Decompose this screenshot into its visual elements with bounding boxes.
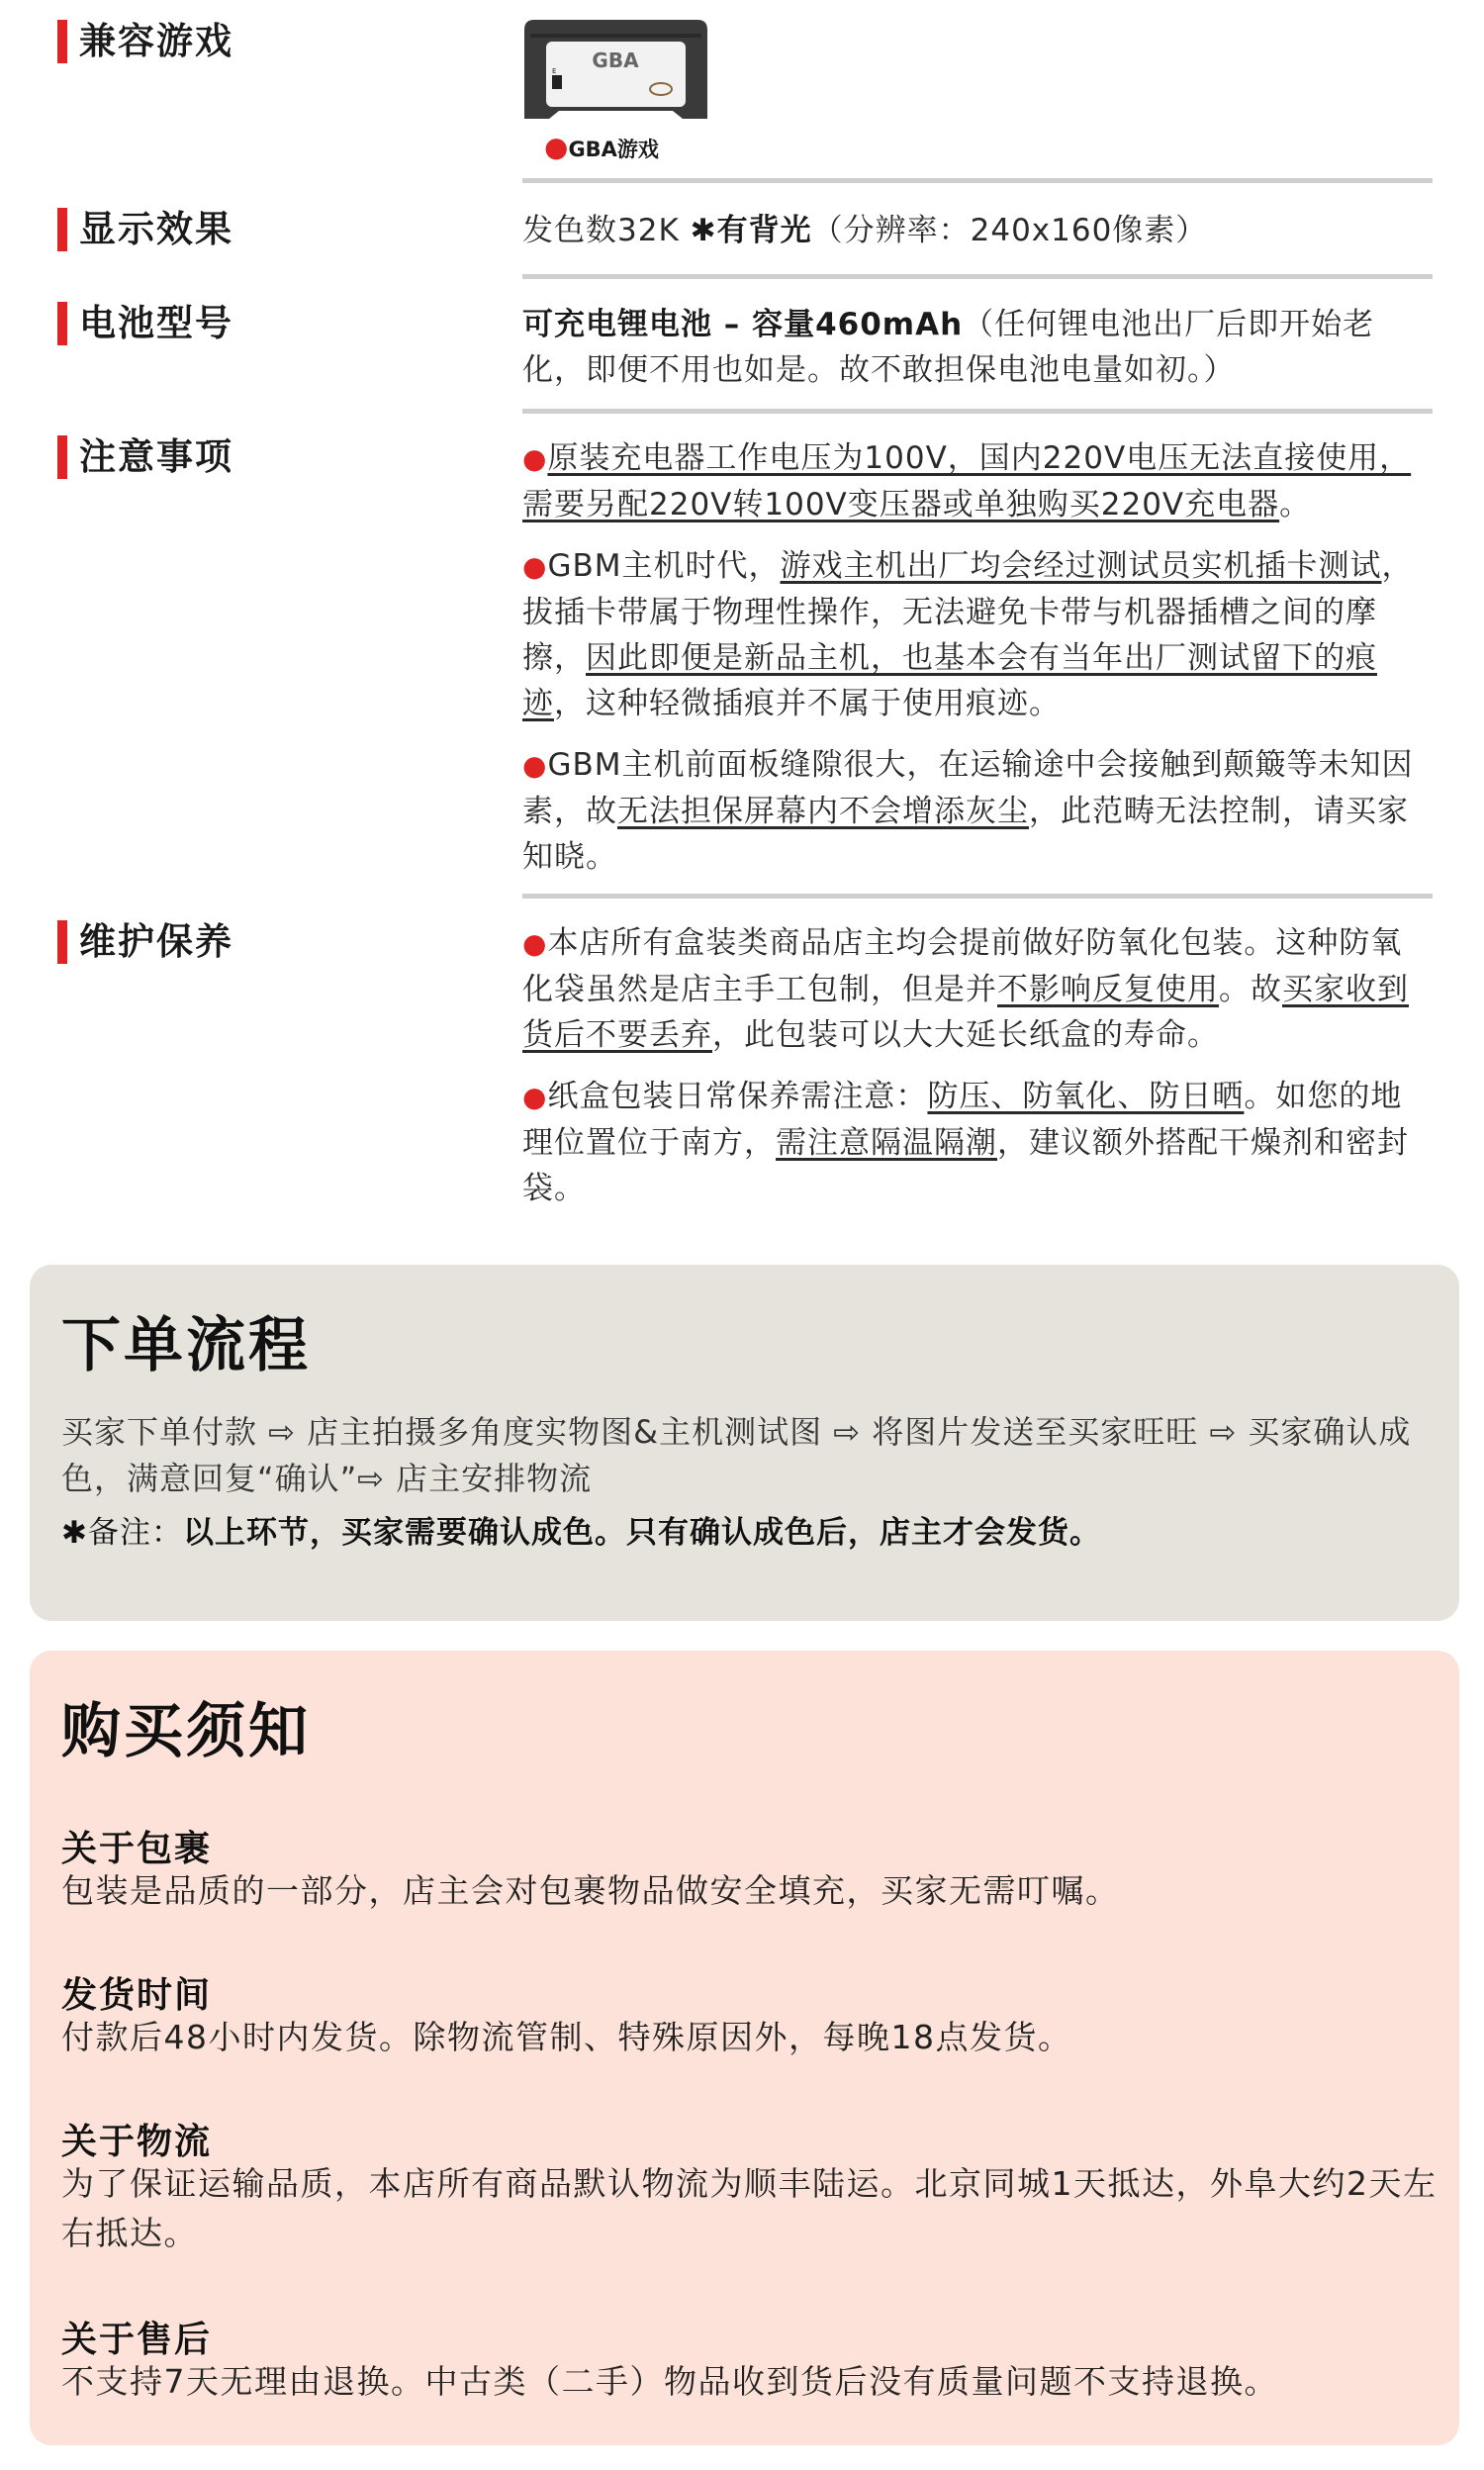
spec-label-display: 显示效果 xyxy=(57,208,233,251)
bullet-icon: ● xyxy=(522,442,548,475)
divider xyxy=(522,274,1433,279)
spec-value-care xyxy=(522,920,1433,1227)
care-paragraph-2 xyxy=(522,1074,1433,1211)
order-note-text: 以上环节，买家需要确认成色。只有确认成色后，店主才会发货。 xyxy=(182,1515,1101,1551)
battery-capacity: 可充电锂电池 – 容量460mAh xyxy=(522,307,964,342)
divider xyxy=(522,894,1433,899)
bullet-icon: ● xyxy=(522,1081,548,1113)
care-p2-c: 。如您的地理位置位于南方， xyxy=(522,1079,1403,1161)
bullet-icon: ● xyxy=(544,131,569,163)
section-body-logistics: 为了保证运输品质，本店所有商品默认物流为顺丰陆运。北京同城1天抵达，外阜大约2天左右抵达。 xyxy=(61,2164,1438,2252)
notes-paragraph-1 xyxy=(522,435,1433,527)
spec-label-battery: 电池型号 xyxy=(57,302,233,345)
notes-p2-a: GBM主机时代， xyxy=(547,548,781,584)
care-p1-a: 本店所有盒装类商品店主均会提前做好防氧化包装。这种防氧化袋虽然是店主手工包制，但是并 xyxy=(522,925,1403,1007)
order-note-prefix: ✱备注： xyxy=(61,1515,183,1551)
care-p2-a: 纸盒包装日常保养需注意： xyxy=(547,1079,928,1114)
section-title-logistics: 关于物流 xyxy=(61,2122,213,2162)
purchase-notice-panel xyxy=(30,1651,1459,2445)
spec-value-notes xyxy=(522,435,1433,896)
notes-p1-end: 。 xyxy=(1279,487,1312,522)
notes-p2-b: 游戏主机出厂均会经过测试员实机插卡测试 xyxy=(780,548,1382,584)
care-p1-c: 。故 xyxy=(1219,972,1282,1007)
section-title-shipping-time: 发货时间 xyxy=(61,1975,213,2016)
bullet-icon: ● xyxy=(522,550,548,583)
order-process-title: 下单流程 xyxy=(61,1311,311,1380)
section-title-after-sales: 关于售后 xyxy=(61,2320,213,2360)
spec-label-compat: 兼容游戏 xyxy=(57,20,233,63)
spec-value-display xyxy=(522,208,1433,253)
battery-note: （任何锂电池出厂后即开始老化，即便不用也如是。故不敢担保电池电量如初。） xyxy=(522,307,1375,388)
spec-label-care: 维护保养 xyxy=(57,920,233,964)
order-process-panel xyxy=(30,1265,1459,1621)
display-backlight: ✱有背光 xyxy=(690,213,812,248)
divider xyxy=(522,409,1433,414)
notes-p3-c: ，此范畴无法控制，请买家知晓。 xyxy=(522,794,1409,875)
section-body-shipping-time: 付款后48小时内发货。除物流管制、特殊原因外，每晚18点发货。 xyxy=(61,2018,1072,2056)
section-body-package: 包装是品质的一部分，店主会对包裹物品做安全填充，买家无需叮嘱。 xyxy=(61,1871,1120,1910)
cart-caption-text: GBA游戏 xyxy=(568,138,659,161)
care-p2-d: 需注意隔温隔潮 xyxy=(776,1125,997,1161)
care-p1-d: 买家收到货后不要丢弃 xyxy=(522,972,1409,1053)
notes-p1-text: 原装充电器工作电压为100V，国内220V电压无法直接使用，需要另配220V转100V变压器或单独购买220V充电器 xyxy=(522,440,1412,522)
notes-p2-e: ，这种轻微插痕并不属于使用痕迹。 xyxy=(554,686,1061,721)
notes-paragraph-3 xyxy=(522,742,1433,880)
notes-paragraph-2 xyxy=(522,543,1433,726)
notes-p3-a: GBM主机前面板缝隙很大，在运输途中会接触到颠簸等未知因素，故 xyxy=(522,747,1414,829)
svg-text:E: E xyxy=(552,67,557,75)
notes-p2-c: ，拔插卡带属于物理性操作，无法避免卡带与机器插槽之间的摩擦， xyxy=(522,548,1414,676)
section-title-package: 关于包裹 xyxy=(61,1829,213,1869)
care-paragraph-1 xyxy=(522,920,1433,1058)
spec-label-notes: 注意事项 xyxy=(57,435,233,479)
spec-value-battery xyxy=(522,302,1433,393)
notes-p3-b: 无法担保屏幕内不会增添灰尘 xyxy=(617,794,1029,829)
display-prefix: 发色数32K xyxy=(522,213,691,248)
bullet-icon: ● xyxy=(522,749,548,782)
notes-p2-d: 因此即便是新品主机，也基本会有当年出厂测试留下的痕迹 xyxy=(522,640,1377,721)
care-p2-e: ，建议额外搭配干燥剂和密封袋。 xyxy=(522,1125,1409,1206)
care-p1-b: 不影响反复使用 xyxy=(997,972,1219,1007)
display-resolution: （分辨率：240x160像素） xyxy=(811,213,1208,248)
divider xyxy=(522,178,1433,183)
bullet-icon: ● xyxy=(522,927,548,960)
order-note xyxy=(61,1510,1437,1556)
gba-cartridge-icon xyxy=(524,20,707,124)
care-p1-e: ，此包装可以大大延长纸盒的寿命。 xyxy=(712,1017,1219,1053)
care-p2-b: 防压、防氧化、防日晒 xyxy=(927,1079,1245,1114)
section-body-after-sales: 不支持7天无理由退换。中古类（二手）物品收到货后没有质量问题不支持退换。 xyxy=(61,2362,1278,2401)
purchase-notice-title: 购买须知 xyxy=(61,1697,311,1766)
cart-caption xyxy=(544,131,659,163)
cart-text: GBA xyxy=(592,48,639,72)
order-flow-text: 买家下单付款 ⇨ 店主拍摄多角度实物图&主机测试图 ⇨ 将图片发送至买家旺旺 ⇨ 买家确认成色，满意回复“确认”⇨ 店主安排物流 xyxy=(61,1413,1412,1497)
